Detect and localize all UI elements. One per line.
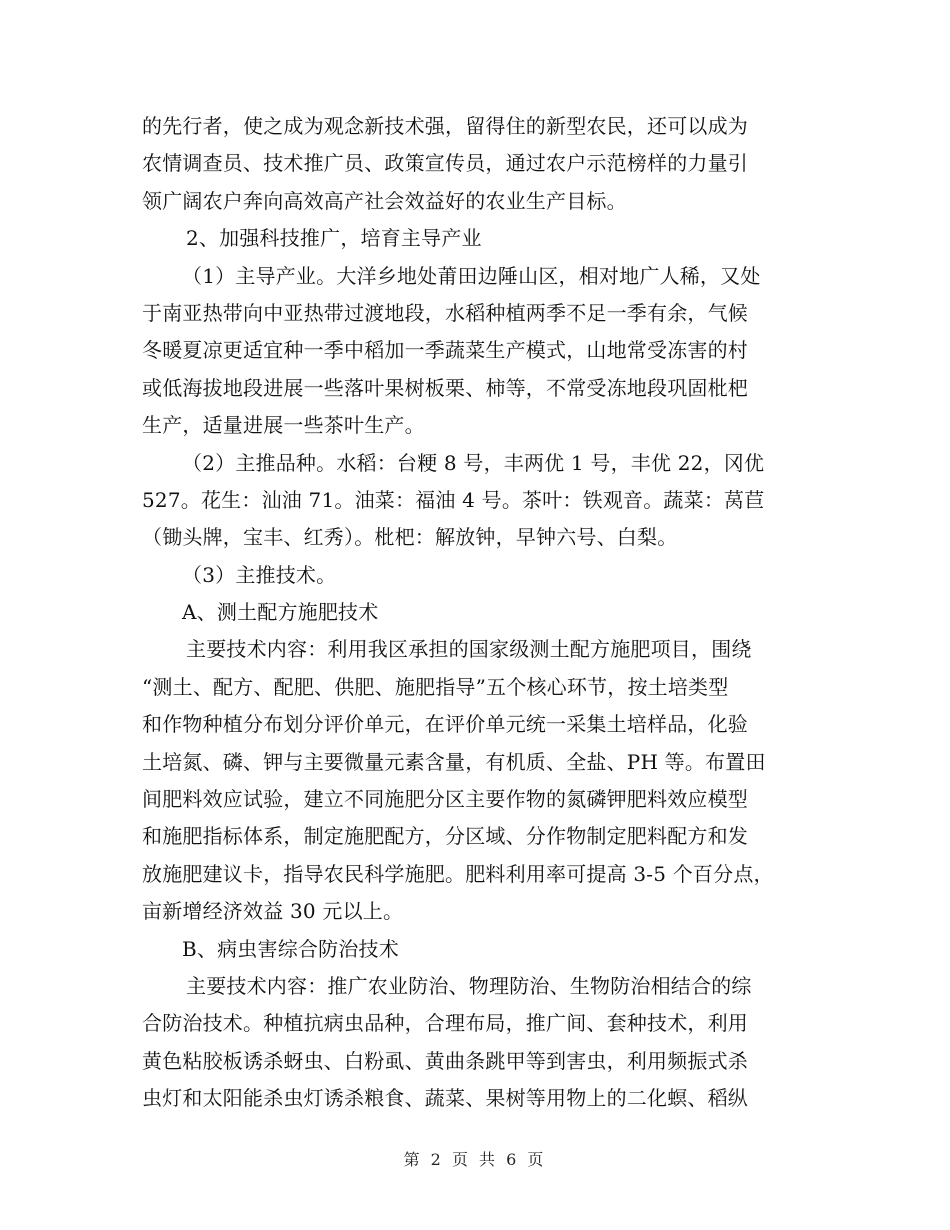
paragraph-line: 的先行者，使之成为观念新技术强，留得住的新型农民，还可以成为 xyxy=(142,114,748,138)
paragraph-line: 虫灯和太阳能杀虫灯诱杀粮食、蔬菜、果树等用物上的二化螟、稻纵 xyxy=(142,1086,748,1111)
paragraph-line: 领广阔农户奔向高效高产社会效益好的农业生产目标。 xyxy=(142,188,627,213)
paragraph-line: 和施肥指标体系，制定施肥配方，分区域、分作物制定肥料配方和发 xyxy=(142,824,748,849)
paragraph-line: 农情调查员、技术推广员、政策宣传员，通过农户示范榜样的力量引 xyxy=(142,151,748,176)
paragraph-line: 间肥料效应试验，建立不同施肥分区主要作物的氮磷钾肥料效应模型 xyxy=(142,787,748,812)
paragraph-line: （锄头牌，宝丰、红秀）。枇杷：解放钟，早钟六号、白梨。 xyxy=(142,525,678,550)
paragraph-line: 土培氮、磷、钾与主要微量元素含量，有机质、全盐、PH 等。布置田 xyxy=(142,749,766,774)
paragraph-line: 或低海拔地段进展一些落叶果树板栗、柿等，不常受冻地段巩固枇杷 xyxy=(142,375,748,400)
paragraph-line: 放施肥建议卡，指导农民科学施肥。肥料利用率可提高 3-5 个百分点， xyxy=(142,861,774,886)
paragraph-line: 黄色粘胶板诱杀蚜虫、白粉虱、黄曲条跳甲等到害虫，利用频振式杀 xyxy=(142,1048,748,1073)
document-body xyxy=(142,108,812,1118)
paragraph-line: 527。花生：汕油 71。油菜：福油 4 号。茶叶：铁观音。蔬菜：莴苣 xyxy=(142,487,765,512)
paragraph-line: 于南亚热带向中亚热带过渡地段，水稻种植两季不足一季有余，气候 xyxy=(142,300,748,325)
paragraph-line: （3）主推技术。 xyxy=(182,562,337,587)
paragraph-line: 亩新增经济效益 30 元以上。 xyxy=(142,899,404,924)
paragraph-line: 冬暖夏凉更适宜种一季中稻加一季蔬菜生产模式，山地常受冻害的村 xyxy=(142,338,748,363)
paragraph-line: 主要技术内容：利用我区承担的国家级测土配方施肥项目，围绕 xyxy=(186,637,752,662)
page-number-footer: 第 2 页 共 6 页 xyxy=(403,1150,547,1169)
subsection-heading: A、测土配方施肥技术 xyxy=(182,600,379,625)
paragraph-line: 和作物种植分布划分评价单元，在评价单元统一采集土培样品，化验 xyxy=(142,712,748,737)
paragraph-line: “测土、配方、配肥、供肥、施肥指导”五个核心环节，按土培类型 xyxy=(142,674,729,699)
paragraph-line: 生产，适量进展一些茶叶生产。 xyxy=(142,413,425,438)
paragraph-line: （1）主导产业。大洋乡地处莆田边陲山区，相对地广人稀，又处 xyxy=(182,263,761,288)
paragraph-line: 合防治技术。种植抗病虫品种，合理布局，推广间、套种技术，利用 xyxy=(142,1011,748,1036)
subsection-heading: B、病虫害综合防治技术 xyxy=(182,936,399,961)
paragraph-line: 主要技术内容：推广农业防治、物理防治、生物防治相结合的综 xyxy=(186,973,752,998)
paragraph-line: （2）主推品种。水稻：台粳 8 号，丰两优 1 号，丰优 22，冈优 xyxy=(182,450,765,475)
section-heading: 2、加强科技推广，培育主导产业 xyxy=(186,226,482,251)
